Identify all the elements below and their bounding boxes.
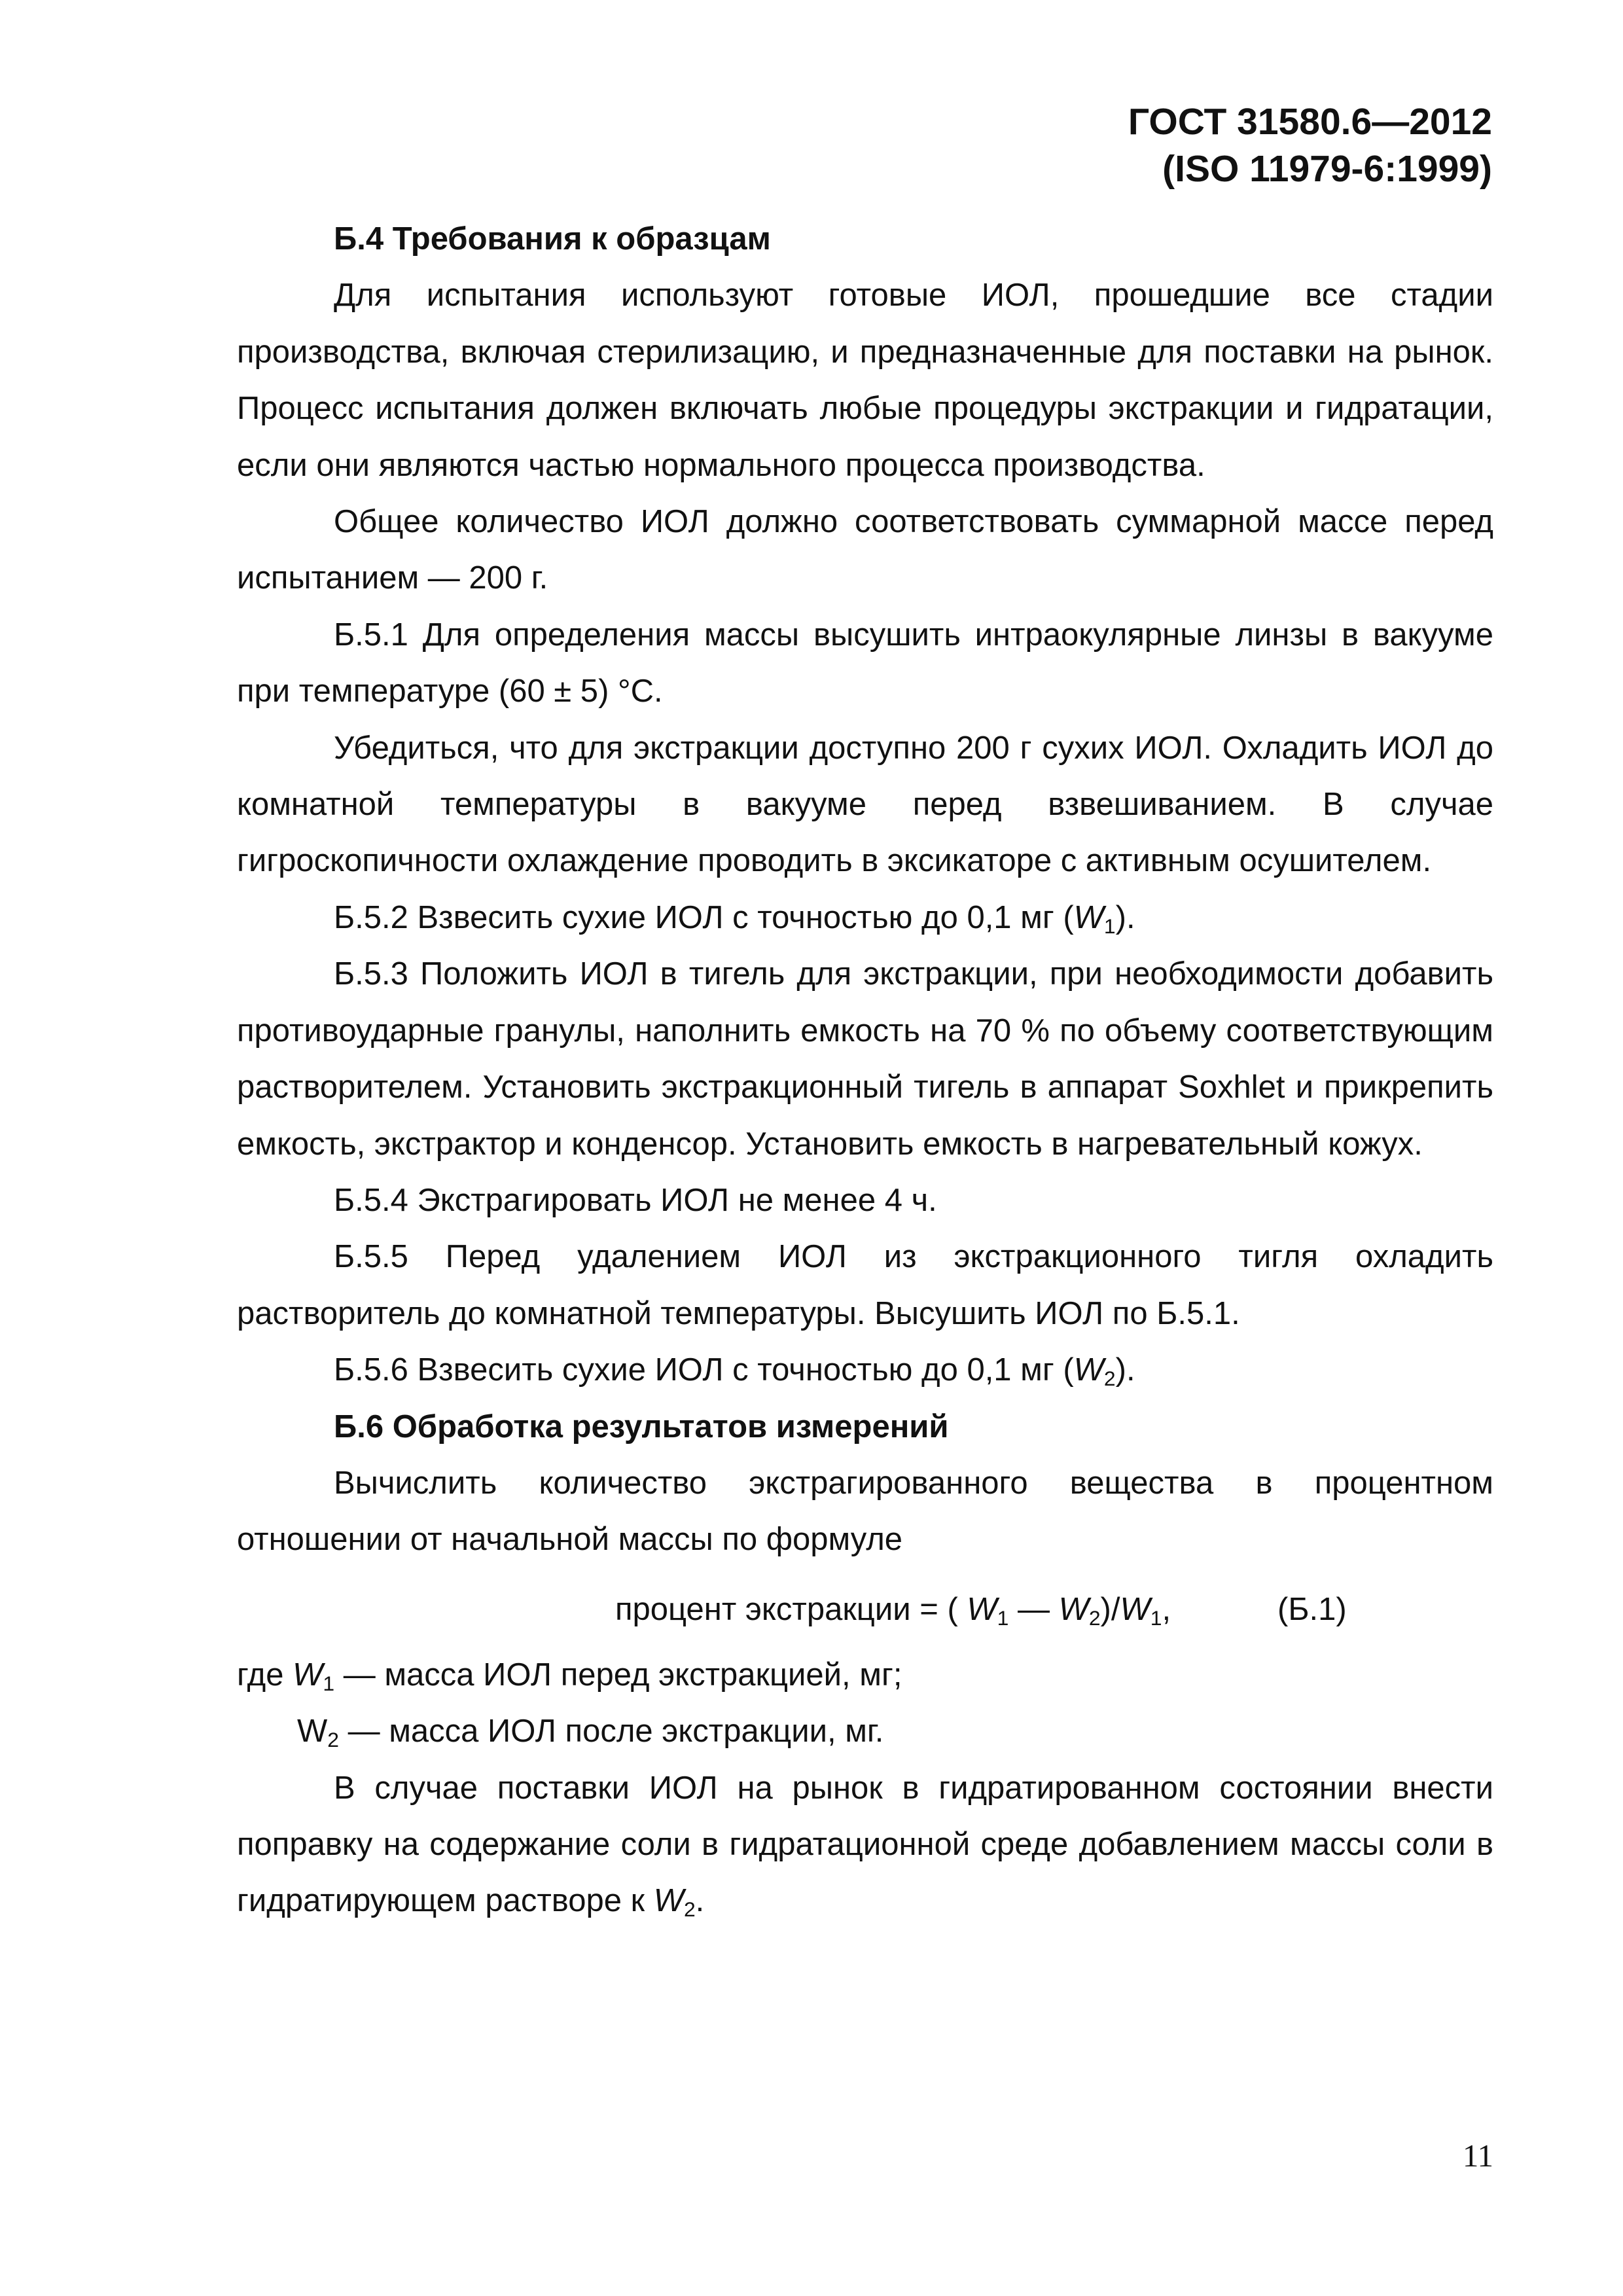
section-heading-b4: Б.4 Требования к образцам xyxy=(334,221,771,257)
paragraph: В случае поставки ИОЛ на рынок в гидратированном состоянии внести поправку на содержание соли в гидратационной среде добавлением массы соли в гидратирующем растворе к $W_2$. xyxy=(237,1770,1493,1922)
formula-expression: процент экстракции = ( $W_1$ — $W_2)/W_1$, xyxy=(615,1591,1171,1630)
iso-reference: (ISO 11979-6:1999) xyxy=(1162,148,1492,190)
page-number: 11 xyxy=(1462,2138,1493,2174)
where-line-2: $W_2$ — масса ИОЛ после экстракции, мг. xyxy=(297,1713,884,1752)
section-heading-b6: Б.6 Обработка результатов измерений xyxy=(334,1408,949,1444)
paragraph: Убедиться, что для экстракции доступно 200 г сухих ИОЛ. Охладить ИОЛ до комнатной температуры в вакууме перед взвешиванием. В случае гигроскопичности охлаждение проводить в эксикаторе с активным осушителем. xyxy=(237,730,1493,879)
standard-number: ГОСТ 31580.6—2012 xyxy=(1128,101,1492,143)
document-body xyxy=(237,211,1493,1929)
where-line-1: где $W_1$ — масса ИОЛ перед экстракцией, мг; xyxy=(237,1657,902,1695)
paragraph: Для испытания используют готовые ИОЛ, прошедшие все стадии производства, включая стерилизацию, и предназначенные для поставки на рынок. Процесс испытания должен включать любые процедуры экстракции и гидратации, если они являются частью нормального процесса производства. xyxy=(237,278,1493,483)
standard-designation xyxy=(1128,98,1492,192)
formula-number: (Б.1) xyxy=(1277,1591,1347,1627)
paragraph: Общее количество ИОЛ должно соответствовать суммарной массе перед испытанием — 200 г. xyxy=(237,504,1493,596)
formula-b1 xyxy=(237,1573,1493,1647)
paragraph-b5-1: Б.5.1 Для определения массы высушить интраокулярные линзы в вакууме при температуре (60 ± 5) °С. xyxy=(237,617,1493,709)
paragraph-b5-5: Б.5.5 Перед удалением ИОЛ из экстракционного тигля охладить растворитель до комнатной температуры. Высушить ИОЛ по Б.5.1. xyxy=(237,1239,1493,1331)
paragraph-b5-4: Б.5.4 Экстрагировать ИОЛ не менее 4 ч. xyxy=(334,1182,937,1218)
paragraph: Вычислить количество экстрагированного вещества в процентном отношении от начальной массы по формуле xyxy=(237,1465,1493,1558)
paragraph-b5-3: Б.5.3 Положить ИОЛ в тигель для экстракции, при необходимости добавить противоударные гранулы, наполнить емкость на 70 % по объему соответствующим растворителем. Установить экстракционный тигель в аппарат Soxhlet и прикрепить емкость, экстрактор и конденсор. Установить емкость в нагревательный кожух. xyxy=(237,956,1493,1162)
paragraph-b5-2: Б.5.2 Взвесить сухие ИОЛ с точностью до 0,1 мг $(W_1)$. xyxy=(334,899,1135,938)
paragraph-b5-6: Б.5.6 Взвесить сухие ИОЛ с точностью до 0,1 мг $(W_2)$. xyxy=(334,1352,1135,1391)
